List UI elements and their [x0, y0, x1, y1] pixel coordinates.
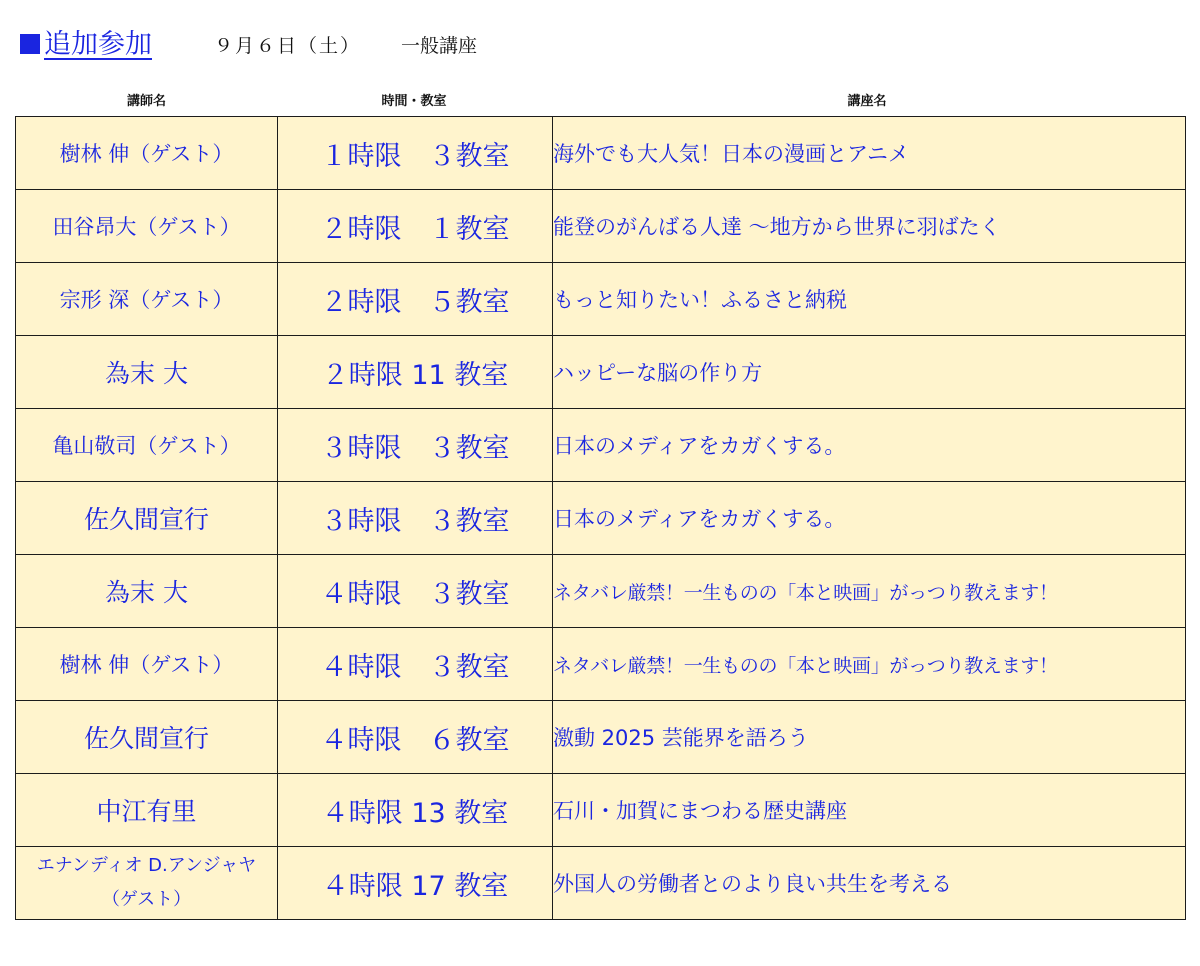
time-room-cell: ３時限 ３教室	[278, 409, 553, 482]
course-title-cell: 海外でも大人気！日本の漫画とアニメ	[553, 117, 1186, 190]
time-room-cell: ３時限 ３教室	[278, 482, 553, 555]
instructor-cell: 佐久間宣行	[16, 701, 278, 774]
instructor-cell: 為末 大	[16, 336, 278, 409]
instructor-cell: 為末 大	[16, 555, 278, 628]
instructor-cell: エナンディオ D.アンジャヤ（ゲスト）	[16, 847, 278, 920]
course-title-cell: 能登のがんばる人達 〜地方から世界に羽ばたく	[553, 190, 1186, 263]
instructor-cell: 佐久間宣行	[16, 482, 278, 555]
course-title-cell: 日本のメディアをカガくする。	[553, 482, 1186, 555]
course-title-cell: 日本のメディアをカガくする。	[553, 409, 1186, 482]
instructor-cell: 亀山敬司（ゲスト）	[16, 409, 278, 482]
time-room-cell: １時限 ３教室	[278, 117, 553, 190]
instructor-cell: 樹林 伸（ゲスト）	[16, 628, 278, 701]
course-title-cell: 石川・加賀にまつわる歴史講座	[553, 774, 1186, 847]
column-header-course: 講座名	[847, 94, 887, 109]
course-title-cell: ネタバレ厳禁！一生ものの「本と映画」がっつり教えます！	[553, 628, 1186, 701]
instructor-cell: 樹林 伸（ゲスト）	[16, 117, 278, 190]
table-row	[16, 701, 1186, 774]
course-title-cell: ハッピーな脳の作り方	[553, 336, 1186, 409]
table-row	[16, 555, 1186, 628]
table-row	[16, 263, 1186, 336]
table-row	[16, 409, 1186, 482]
instructor-cell: 田谷昂大（ゲスト）	[16, 190, 278, 263]
course-title-cell: 外国人の労働者とのより良い共生を考える	[553, 847, 1186, 920]
table-row	[16, 336, 1186, 409]
table-row	[16, 482, 1186, 555]
instructor-cell: 中江有里	[16, 774, 278, 847]
column-header-instructor: 講師名	[126, 94, 166, 109]
time-room-cell: ２時限 ５教室	[278, 263, 553, 336]
time-room-cell: ４時限 ３教室	[278, 628, 553, 701]
square-bullet-icon	[20, 34, 40, 54]
time-room-cell: ４時限 ３教室	[278, 555, 553, 628]
event-date: ９月６日（土）	[214, 34, 362, 57]
table-row	[16, 190, 1186, 263]
column-header-time: 時間・教室	[381, 94, 447, 109]
time-room-cell: ２時限 11 教室	[278, 336, 553, 409]
time-room-cell: ４時限 17 教室	[278, 847, 553, 920]
time-room-cell: ２時限 １教室	[278, 190, 553, 263]
course-title-cell: もっと知りたい！ふるさと納税	[553, 263, 1186, 336]
lecture-type: 一般講座	[401, 34, 478, 57]
column-headers	[16, 90, 1183, 110]
instructor-cell: 宗形 深（ゲスト）	[16, 263, 278, 336]
title-link[interactable]: 追加参加	[44, 28, 152, 60]
table-row	[16, 774, 1186, 847]
schedule-table	[15, 116, 1186, 920]
table-row	[16, 628, 1186, 701]
course-title-cell: ネタバレ厳禁！一生ものの「本と映画」がっつり教えます！	[553, 555, 1186, 628]
table-row	[16, 847, 1186, 920]
time-room-cell: ４時限 13 教室	[278, 774, 553, 847]
course-title-cell: 激動 2025 芸能界を語ろう	[553, 701, 1186, 774]
page-header	[20, 22, 477, 66]
table-row	[16, 117, 1186, 190]
time-room-cell: ４時限 ６教室	[278, 701, 553, 774]
